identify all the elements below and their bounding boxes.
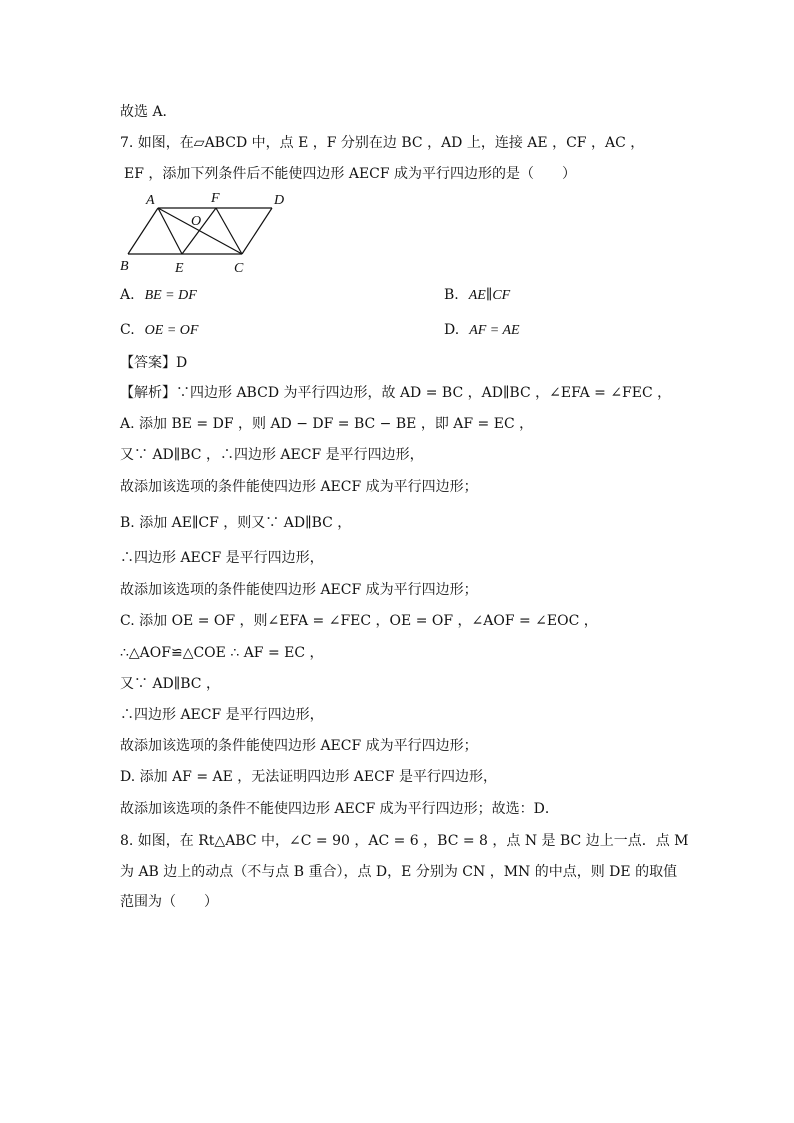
label-d: D — [274, 193, 285, 208]
analysis-line-4: 故添加该选项的条件能使四边形 AECF 成为平行四边形； — [120, 479, 478, 495]
label-e: E — [175, 261, 184, 276]
option-b-key: B. — [444, 287, 459, 303]
answer-line: 【答案】D — [120, 355, 188, 371]
question-8-line-2: 为 AB 边上的动点（不与点 B 重合），点 D，E 分别为 CN ，MN 的中点，则 DE 的取值 — [120, 864, 678, 880]
option-c-text: OE = OF — [144, 323, 199, 338]
parallelogram-figure — [116, 190, 296, 278]
question-7-line-1: 7. 如图，在▱ABCD 中，点 E ，F 分别在边 BC ，AD 上，连接 AE ，CF ，AC ， — [120, 135, 645, 151]
label-o: O — [191, 214, 202, 229]
option-a-text: BE = DF — [144, 288, 197, 303]
option-d — [444, 321, 520, 340]
option-d-key: D. — [444, 322, 460, 338]
analysis-line-6: ∴四边形 AECF 是平行四边形， — [120, 550, 324, 566]
question-7-line-2: EF ，添加下列条件后不能使四边形 AECF 成为平行四边形的是（ ） — [124, 166, 577, 182]
text-line-prev-answer: 故选 A． — [120, 104, 177, 120]
analysis-line-1: 【解析】∵四边形 ABCD 为平行四边形，故 AD = BC ，AD∥BC ，∠EFA = ∠FEC ， — [120, 385, 672, 401]
question-8-line-1: 8. 如图，在 Rt△ABC 中，∠C = 90 ，AC = 6 ，BC = 8 ，点 N 是 BC 边上一点．点 M — [120, 833, 689, 849]
analysis-line-5: B. 添加 AE∥CF ，则又∵ AD∥BC ， — [120, 515, 352, 531]
label-a: A — [146, 193, 155, 208]
question-8-line-3: 范围为（ ） — [120, 894, 218, 910]
option-a — [120, 286, 197, 305]
label-f: F — [211, 191, 220, 206]
analysis-line-10: 又∵ AD∥BC ， — [120, 676, 220, 692]
label-c: C — [234, 261, 244, 276]
analysis-line-3: 又∵ AD∥BC ，∴四边形 AECF 是平行四边形， — [120, 447, 424, 463]
label-b: B — [120, 259, 129, 274]
analysis-line-7: 故添加该选项的条件能使四边形 AECF 成为平行四边形； — [120, 582, 478, 598]
option-b-text: AE∥CF — [468, 288, 511, 303]
analysis-line-11: ∴四边形 AECF 是平行四边形， — [120, 707, 324, 723]
option-a-key: A. — [120, 287, 135, 303]
analysis-line-9: ∴△AOF≌△COE ∴ AF = EC ， — [120, 645, 324, 661]
option-d-text: AF = AE — [469, 323, 520, 338]
analysis-line-8: C. 添加 OE = OF ，则∠EFA = ∠FEC ，OE = OF ，∠AOF = ∠EOC ， — [120, 613, 598, 629]
option-b — [444, 286, 510, 305]
analysis-line-12: 故添加该选项的条件能使四边形 AECF 成为平行四边形； — [120, 738, 478, 754]
option-c — [120, 321, 198, 340]
edge-ab — [128, 208, 158, 254]
edge-dc — [242, 208, 272, 254]
analysis-line-13: D. 添加 AF = AE ，无法证明四边形 AECF 是平行四边形， — [120, 769, 497, 785]
analysis-line-14: 故添加该选项的条件不能使四边形 AECF 成为平行四边形；故选：D． — [120, 801, 559, 817]
option-c-key: C. — [120, 322, 135, 338]
analysis-line-2: A. 添加 BE = DF ，则 AD − DF = BC − BE ，即 AF = EC ， — [120, 416, 534, 432]
